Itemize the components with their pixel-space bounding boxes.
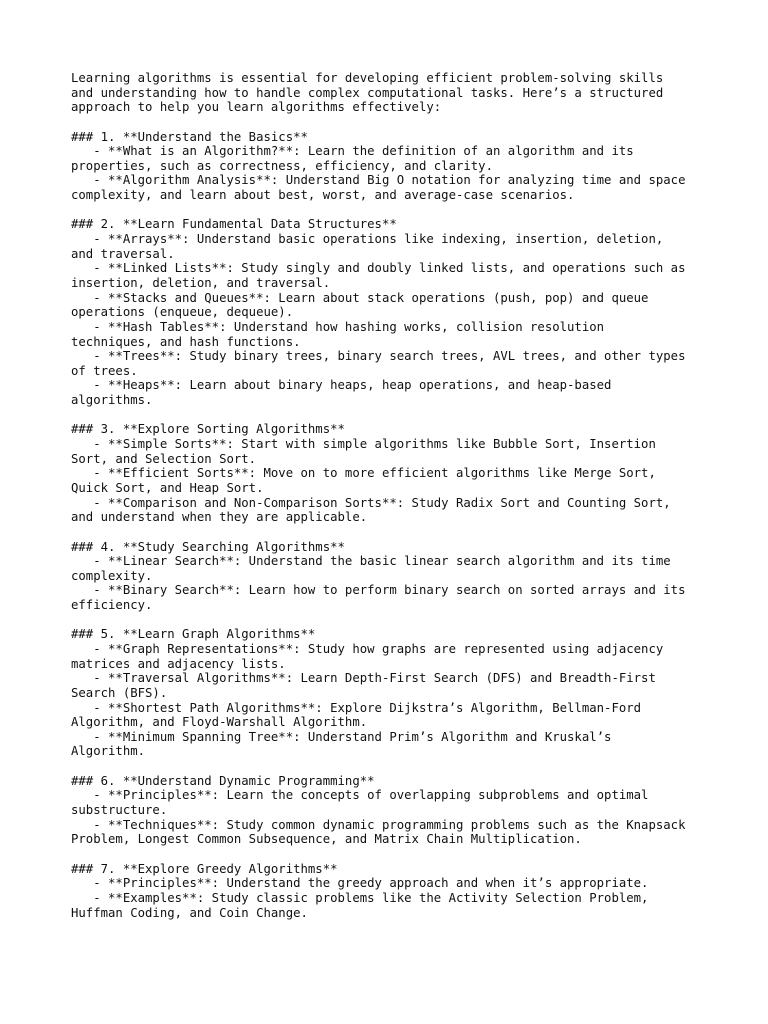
bullet-line: - **Algorithm Analysis**: Understand Big O notation for analyzing time and space (71, 173, 686, 188)
text-line: complexity, and learn about best, worst, and average-case scenarios. (71, 188, 575, 203)
document-body (71, 71, 711, 920)
section-heading: ### 2. **Learn Fundamental Data Structures** (71, 217, 397, 232)
bullet-line: - **Shortest Path Algorithms**: Explore Dijkstra’s Algorithm, Bellman-Ford (71, 700, 642, 715)
bullet-line: - **Efficient Sorts**: Move on to more efficient algorithms like Merge Sort, (71, 466, 656, 481)
bullet-line: - **Simple Sorts**: Start with simple algorithms like Bubble Sort, Insertion (71, 437, 656, 452)
bullet-line: - **Principles**: Learn the concepts of overlapping subproblems and optimal (71, 788, 649, 803)
text-line: matrices and adjacency lists. (71, 656, 286, 671)
bullet-line: - **Heaps**: Learn about binary heaps, heap operations, and heap-based (71, 378, 612, 393)
section-heading: ### 3. **Explore Sorting Algorithms** (71, 422, 345, 437)
bullet-line: - **Linear Search**: Understand the basic linear search algorithm and its time (71, 554, 671, 569)
bullet-line: - **Linked Lists**: Study singly and doubly linked lists, and operations such as (71, 261, 686, 276)
text-line: techniques, and hash functions. (71, 334, 301, 349)
bullet-line: - **Graph Representations**: Study how graphs are represented using adjacency (71, 641, 664, 656)
blank-line (71, 847, 711, 862)
blank-line (71, 613, 711, 628)
bullet-line: - **Examples**: Study classic problems like the Activity Selection Problem, (71, 890, 649, 905)
text-line: insertion, deletion, and traversal. (71, 275, 331, 290)
bullet-line: - **What is an Algorithm?**: Learn the definition of an algorithm and its (71, 144, 634, 159)
bullet-line: - **Comparison and Non-Comparison Sorts**: Study Radix Sort and Counting Sort, (71, 495, 671, 510)
bullet-line: - **Trees**: Study binary trees, binary search trees, AVL trees, and other types (71, 349, 686, 364)
text-line: Sort, and Selection Sort. (71, 451, 257, 466)
text-line: properties, such as correctness, efficiency, and clarity. (71, 158, 493, 173)
section-heading: ### 5. **Learn Graph Algorithms** (71, 627, 316, 642)
bullet-line: - **Hash Tables**: Understand how hashing works, collision resolution (71, 319, 605, 334)
blank-line (71, 525, 711, 540)
text-line: and understand when they are applicable. (71, 510, 368, 525)
text-line: substructure. (71, 803, 168, 818)
section-heading: ### 6. **Understand Dynamic Programming** (71, 773, 375, 788)
text-line: approach to help you learn algorithms effectively: (71, 100, 442, 115)
text-line: efficiency. (71, 598, 153, 613)
text-line: Huffman Coding, and Coin Change. (71, 905, 308, 920)
text-line: Quick Sort, and Heap Sort. (71, 480, 264, 495)
section-heading: ### 7. **Explore Greedy Algorithms** (71, 861, 338, 876)
text-line: complexity. (71, 568, 153, 583)
blank-line (71, 759, 711, 774)
section-heading: ### 4. **Study Searching Algorithms** (71, 539, 345, 554)
text-line: and understanding how to handle complex computational tasks. Here’s a structured (71, 85, 664, 100)
blank-line (71, 115, 711, 130)
section-heading: ### 1. **Understand the Basics** (71, 129, 308, 144)
text-line: Algorithm. (71, 744, 146, 759)
bullet-line: - **Principles**: Understand the greedy approach and when it’s appropriate. (71, 876, 649, 891)
bullet-line: - **Traversal Algorithms**: Learn Depth-First Search (DFS) and Breadth-First (71, 671, 656, 686)
text-line: Search (BFS). (71, 685, 168, 700)
blank-line (71, 203, 711, 218)
text-line: operations (enqueue, dequeue). (71, 305, 294, 320)
bullet-line: - **Stacks and Queues**: Learn about stack operations (push, pop) and queue (71, 290, 649, 305)
text-line: Learning algorithms is essential for developing efficient problem-solving skills (71, 71, 664, 85)
text-line: Problem, Longest Common Subsequence, and Matrix Chain Multiplication. (71, 832, 582, 847)
text-line: algorithms. (71, 393, 153, 408)
text-line: and traversal. (71, 246, 175, 261)
bullet-line: - **Minimum Spanning Tree**: Understand Prim’s Algorithm and Kruskal’s (71, 729, 612, 744)
bullet-line: - **Techniques**: Study common dynamic programming problems such as the Knapsack (71, 817, 686, 832)
text-line: Algorithm, and Floyd-Warshall Algorithm. (71, 715, 368, 730)
bullet-line: - **Arrays**: Understand basic operations like indexing, insertion, deletion, (71, 232, 664, 247)
blank-line (71, 408, 711, 423)
text-line: of trees. (71, 363, 138, 378)
bullet-line: - **Binary Search**: Learn how to perform binary search on sorted arrays and its (71, 583, 686, 598)
